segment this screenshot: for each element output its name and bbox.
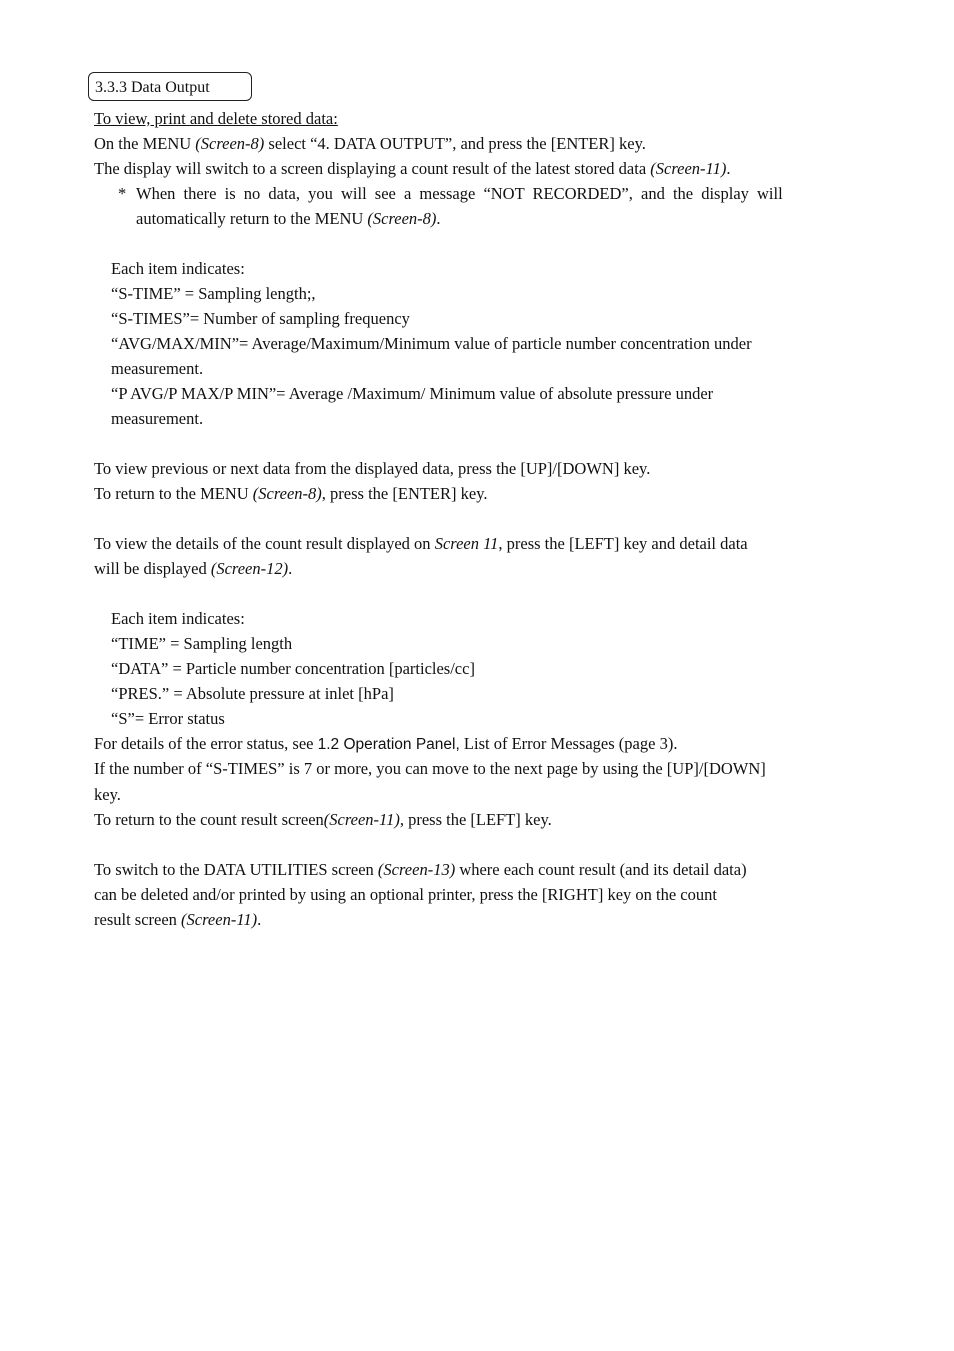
details-line-1 (94, 534, 748, 554)
items1-line-3: “AVG/MAX/MIN”= Average/Maximum/Minimum value of particle number concentration under (111, 334, 752, 353)
text: select “4. DATA OUTPUT”, and press the [ENTER] key. (264, 134, 646, 153)
subsection-heading: To view, print and delete stored data: (94, 109, 338, 128)
errors-line-4 (94, 810, 552, 830)
text: On the MENU (94, 134, 196, 153)
note-line-2 (136, 209, 441, 229)
text: . (726, 159, 731, 178)
errors-line-1 (94, 734, 677, 754)
items1-label: Each item indicates: (111, 259, 245, 278)
screen-ref: (Screen-8) (252, 484, 322, 503)
screen-ref: (Screen-13) (377, 860, 456, 879)
text: When there is no data, you will see a message “NOT RECORDED”, and the display will (136, 184, 783, 203)
screen-ref: (Screen-8) (367, 209, 437, 228)
items1-line-3b: measurement. (111, 359, 204, 378)
text: . (257, 910, 262, 929)
section-reference: 1.2 Operation Panel, (317, 736, 460, 753)
text: result screen (94, 910, 182, 929)
items1-line-1: “S-TIME” = Sampling length;, (111, 284, 316, 303)
items2-line-2: “DATA” = Particle number concentration [particles/cc] (111, 659, 475, 678)
text: To switch to the DATA UTILITIES screen (94, 860, 378, 879)
text: , press the [LEFT] key. (399, 810, 552, 829)
items2-line-3: “PRES.” = Absolute pressure at inlet [hPa] (111, 684, 394, 703)
intro-line-1 (94, 134, 646, 154)
text: To return to the MENU (94, 484, 253, 503)
items2-line-4: “S”= Error status (111, 709, 225, 728)
items1-line-2: “S-TIMES”= Number of sampling frequency (111, 309, 410, 328)
items1-line-4: “P AVG/P MAX/P MIN”= Average /Maximum/ Minimum value of absolute pressure under (111, 384, 714, 403)
screen-ref: (Screen-11) (650, 159, 727, 178)
text: The display will switch to a screen displaying a count result of the latest stored data (94, 159, 651, 178)
note-line-1 (136, 184, 869, 204)
errors-line-2: If the number of “S-TIMES” is 7 or more, you can move to the next page by using the [UP]/[DOWN] (94, 759, 766, 778)
text: automatically return to the MENU (136, 209, 368, 228)
screen-ref: (Screen-8) (195, 134, 265, 153)
details-line-2 (94, 559, 292, 579)
utilities-line-3 (94, 910, 261, 930)
intro-line-2 (94, 159, 730, 179)
section-title: 3.3.3 Data Output (95, 79, 210, 96)
text: For details of the error status, see (94, 734, 318, 753)
text: where each count result (and its detail data) (455, 860, 747, 879)
utilities-line-2: can be deleted and/or printed by using an optional printer, press the [RIGHT] key on the count (94, 885, 717, 904)
items2-line-1: “TIME” = Sampling length (111, 634, 293, 653)
items2-label: Each item indicates: (111, 609, 245, 628)
section-title-box (88, 72, 252, 101)
nav-line-1: To view previous or next data from the displayed data, press the [UP]/[DOWN] key. (94, 459, 651, 478)
text: . (288, 559, 293, 578)
items1-line-4b: measurement. (111, 409, 204, 428)
text: To view the details of the count result displayed on (94, 534, 435, 553)
text: List of Error Messages (page 3). (459, 734, 678, 753)
text: will be displayed (94, 559, 211, 578)
errors-line-3: key. (94, 785, 121, 804)
text: , press the [LEFT] key and detail data (498, 534, 748, 553)
text: . (436, 209, 441, 228)
screen-ref: (Screen-12) (210, 559, 289, 578)
utilities-line-1 (94, 860, 747, 880)
nav-line-2 (94, 484, 488, 504)
screen-ref: (Screen-11) (323, 810, 400, 829)
text: To return to the count result screen (94, 810, 324, 829)
note-star: * (118, 184, 127, 203)
screen-ref: (Screen-11) (181, 910, 258, 929)
text: , press the [ENTER] key. (321, 484, 488, 503)
screen-ref: Screen 11 (434, 534, 499, 553)
